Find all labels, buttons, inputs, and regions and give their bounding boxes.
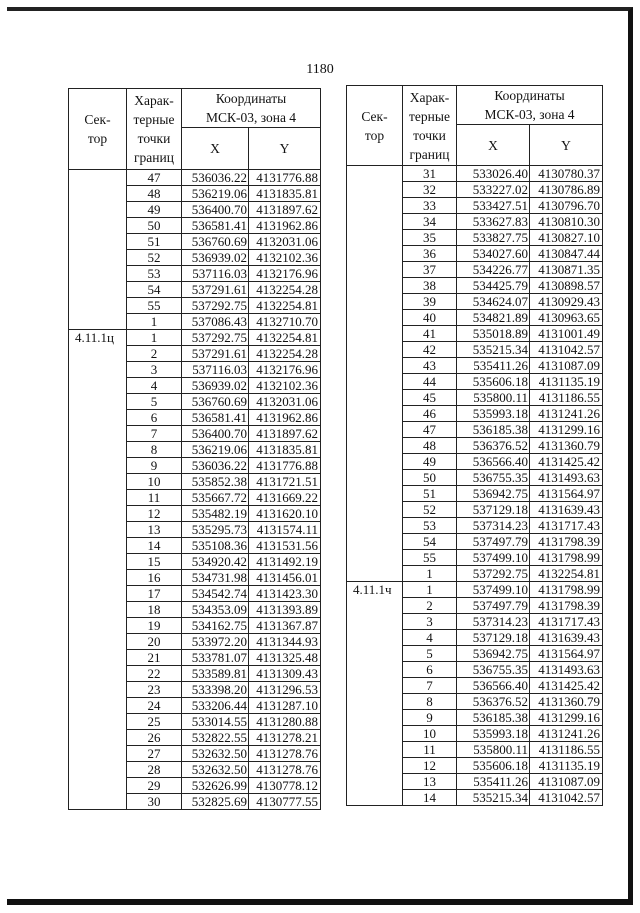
header-coordinates-label: Координаты МСК-03, зона 4 xyxy=(205,91,297,125)
y-cell: 4131360.79 xyxy=(530,694,603,710)
x-cell: 534542.74 xyxy=(182,586,249,602)
point-cell: 16 xyxy=(127,570,182,586)
x-cell: 536185.38 xyxy=(457,710,530,726)
y-cell: 4131493.63 xyxy=(530,470,603,486)
y-cell: 4131309.43 xyxy=(249,666,321,682)
table-row xyxy=(347,166,603,182)
point-cell: 18 xyxy=(127,602,182,618)
point-cell: 40 xyxy=(403,310,457,326)
y-cell: 4131639.43 xyxy=(530,630,603,646)
y-cell: 4131798.39 xyxy=(530,534,603,550)
point-cell: 35 xyxy=(403,230,457,246)
coordinates-table-right xyxy=(346,85,603,806)
x-cell: 536939.02 xyxy=(182,250,249,266)
point-cell: 1 xyxy=(127,330,182,346)
point-cell: 6 xyxy=(127,410,182,426)
x-cell: 535667.72 xyxy=(182,490,249,506)
x-cell: 534731.98 xyxy=(182,570,249,586)
x-cell: 535993.18 xyxy=(457,726,530,742)
x-cell: 536566.40 xyxy=(457,454,530,470)
header-x: X xyxy=(457,125,530,166)
x-cell: 537499.10 xyxy=(457,582,530,598)
x-cell: 535993.18 xyxy=(457,406,530,422)
point-cell: 4 xyxy=(403,630,457,646)
x-cell: 535482.19 xyxy=(182,506,249,522)
x-cell: 533972.20 xyxy=(182,634,249,650)
header-x: X xyxy=(182,128,249,170)
point-cell: 37 xyxy=(403,262,457,278)
y-cell: 4131564.97 xyxy=(530,646,603,662)
x-cell: 537129.18 xyxy=(457,630,530,646)
point-cell: 43 xyxy=(403,358,457,374)
x-cell: 535295.73 xyxy=(182,522,249,538)
x-cell: 534425.79 xyxy=(457,278,530,294)
point-cell: 26 xyxy=(127,730,182,746)
y-cell: 4132102.36 xyxy=(249,378,321,394)
point-cell: 1 xyxy=(403,566,457,582)
point-cell: 11 xyxy=(403,742,457,758)
x-cell: 532822.55 xyxy=(182,730,249,746)
point-cell: 12 xyxy=(403,758,457,774)
x-cell: 536760.69 xyxy=(182,234,249,250)
y-cell: 4131360.79 xyxy=(530,438,603,454)
point-cell: 54 xyxy=(127,282,182,298)
x-cell: 537292.75 xyxy=(182,330,249,346)
x-cell: 536566.40 xyxy=(457,678,530,694)
x-cell: 537291.61 xyxy=(182,346,249,362)
point-cell: 53 xyxy=(403,518,457,534)
y-cell: 4130898.57 xyxy=(530,278,603,294)
point-cell: 14 xyxy=(403,790,457,806)
table-row xyxy=(347,582,603,598)
y-cell: 4131798.99 xyxy=(530,582,603,598)
point-cell: 32 xyxy=(403,182,457,198)
x-cell: 533827.75 xyxy=(457,230,530,246)
sector-cell xyxy=(347,166,403,582)
y-cell: 4132710.70 xyxy=(249,314,321,330)
point-cell: 9 xyxy=(403,710,457,726)
x-cell: 533627.83 xyxy=(457,214,530,230)
point-cell: 52 xyxy=(127,250,182,266)
point-cell: 45 xyxy=(403,390,457,406)
point-cell: 49 xyxy=(403,454,457,470)
x-cell: 533781.07 xyxy=(182,650,249,666)
x-cell: 537129.18 xyxy=(457,502,530,518)
point-cell: 42 xyxy=(403,342,457,358)
point-cell: 13 xyxy=(127,522,182,538)
y-cell: 4131299.16 xyxy=(530,422,603,438)
y-cell: 4131425.42 xyxy=(530,678,603,694)
y-cell: 4131087.09 xyxy=(530,774,603,790)
point-cell: 8 xyxy=(403,694,457,710)
point-cell: 9 xyxy=(127,458,182,474)
y-cell: 4131835.81 xyxy=(249,442,321,458)
x-cell: 537499.10 xyxy=(457,550,530,566)
page-number: 1180 xyxy=(306,62,334,77)
y-cell: 4131798.99 xyxy=(530,550,603,566)
x-cell: 537314.23 xyxy=(457,518,530,534)
point-cell: 46 xyxy=(403,406,457,422)
y-cell: 4131776.88 xyxy=(249,170,321,186)
x-cell: 536581.41 xyxy=(182,410,249,426)
y-cell: 4131042.57 xyxy=(530,790,603,806)
x-cell: 536942.75 xyxy=(457,646,530,662)
table-row xyxy=(69,170,321,186)
x-cell: 535215.34 xyxy=(457,342,530,358)
x-cell: 534027.60 xyxy=(457,246,530,262)
x-cell: 535411.26 xyxy=(457,774,530,790)
header-coordinates-label: Координаты МСК-03, зона 4 xyxy=(484,88,575,122)
point-cell: 2 xyxy=(127,346,182,362)
x-cell: 536939.02 xyxy=(182,378,249,394)
point-cell: 51 xyxy=(127,234,182,250)
x-cell: 534821.89 xyxy=(457,310,530,326)
x-cell: 533227.02 xyxy=(457,182,530,198)
y-cell: 4131639.43 xyxy=(530,502,603,518)
x-cell: 537497.79 xyxy=(457,534,530,550)
y-cell: 4130777.55 xyxy=(249,794,321,810)
header-points-label: Харак- терные точки границ xyxy=(409,89,450,162)
x-cell: 534226.77 xyxy=(457,262,530,278)
x-cell: 535800.11 xyxy=(457,390,530,406)
point-cell: 24 xyxy=(127,698,182,714)
point-cell: 7 xyxy=(403,678,457,694)
y-cell: 4131241.26 xyxy=(530,406,603,422)
x-cell: 532626.99 xyxy=(182,778,249,794)
x-cell: 536942.75 xyxy=(457,486,530,502)
x-cell: 534162.75 xyxy=(182,618,249,634)
point-cell: 44 xyxy=(403,374,457,390)
y-cell: 4131897.62 xyxy=(249,426,321,442)
x-cell: 536400.70 xyxy=(182,426,249,442)
x-cell: 536760.69 xyxy=(182,394,249,410)
point-cell: 10 xyxy=(127,474,182,490)
y-cell: 4131425.42 xyxy=(530,454,603,470)
y-cell: 4131287.10 xyxy=(249,698,321,714)
header-sector xyxy=(69,89,127,170)
header-sector-label: Сек- тор xyxy=(84,112,111,146)
header-points xyxy=(403,86,457,166)
sector-cell: 4.11.1ц xyxy=(69,330,127,810)
header-sector-label: Сек- тор xyxy=(361,108,388,143)
point-cell: 47 xyxy=(403,422,457,438)
point-cell: 8 xyxy=(127,442,182,458)
point-cell: 13 xyxy=(403,774,457,790)
point-cell: 31 xyxy=(403,166,457,182)
point-cell: 51 xyxy=(403,486,457,502)
x-cell: 532632.50 xyxy=(182,762,249,778)
point-cell: 36 xyxy=(403,246,457,262)
y-cell: 4131278.21 xyxy=(249,730,321,746)
x-cell: 537497.79 xyxy=(457,598,530,614)
point-cell: 11 xyxy=(127,490,182,506)
y-cell: 4130847.44 xyxy=(530,246,603,262)
y-cell: 4131367.87 xyxy=(249,618,321,634)
point-cell: 12 xyxy=(127,506,182,522)
x-cell: 532632.50 xyxy=(182,746,249,762)
x-cell: 535800.11 xyxy=(457,742,530,758)
x-cell: 536755.35 xyxy=(457,470,530,486)
point-cell: 55 xyxy=(127,298,182,314)
x-cell: 532825.69 xyxy=(182,794,249,810)
y-cell: 4131299.16 xyxy=(530,710,603,726)
x-cell: 536036.22 xyxy=(182,170,249,186)
y-cell: 4131296.53 xyxy=(249,682,321,698)
y-cell: 4132254.81 xyxy=(530,566,603,582)
point-cell: 33 xyxy=(403,198,457,214)
y-cell: 4132176.96 xyxy=(249,362,321,378)
x-cell: 536400.70 xyxy=(182,202,249,218)
y-cell: 4131798.39 xyxy=(530,598,603,614)
x-cell: 533206.44 xyxy=(182,698,249,714)
x-cell: 536219.06 xyxy=(182,442,249,458)
coordinates-table-left xyxy=(68,88,321,810)
y-cell: 4131669.22 xyxy=(249,490,321,506)
x-cell: 537292.75 xyxy=(182,298,249,314)
y-cell: 4132254.81 xyxy=(249,330,321,346)
point-cell: 28 xyxy=(127,762,182,778)
x-cell: 536581.41 xyxy=(182,218,249,234)
point-cell: 52 xyxy=(403,502,457,518)
y-cell: 4130963.65 xyxy=(530,310,603,326)
header-y: Y xyxy=(530,125,603,166)
left-table-body xyxy=(69,170,321,810)
x-cell: 534920.42 xyxy=(182,554,249,570)
point-cell: 47 xyxy=(127,170,182,186)
y-cell: 4130810.30 xyxy=(530,214,603,230)
x-cell: 533589.81 xyxy=(182,666,249,682)
y-cell: 4131835.81 xyxy=(249,186,321,202)
point-cell: 7 xyxy=(127,426,182,442)
point-cell: 27 xyxy=(127,746,182,762)
y-cell: 4130929.43 xyxy=(530,294,603,310)
y-cell: 4131135.19 xyxy=(530,374,603,390)
point-cell: 21 xyxy=(127,650,182,666)
point-cell: 39 xyxy=(403,294,457,310)
y-cell: 4131717.43 xyxy=(530,518,603,534)
sector-cell xyxy=(69,170,127,330)
y-cell: 4131186.55 xyxy=(530,742,603,758)
y-cell: 4131186.55 xyxy=(530,390,603,406)
header-coordinates xyxy=(457,86,603,125)
y-cell: 4131574.11 xyxy=(249,522,321,538)
point-cell: 19 xyxy=(127,618,182,634)
x-cell: 536376.52 xyxy=(457,694,530,710)
y-cell: 4131423.30 xyxy=(249,586,321,602)
y-cell: 4130871.35 xyxy=(530,262,603,278)
point-cell: 2 xyxy=(403,598,457,614)
point-cell: 1 xyxy=(403,582,457,598)
y-cell: 4132254.28 xyxy=(249,346,321,362)
x-cell: 536755.35 xyxy=(457,662,530,678)
y-cell: 4131456.01 xyxy=(249,570,321,586)
point-cell: 53 xyxy=(127,266,182,282)
y-cell: 4132102.36 xyxy=(249,250,321,266)
y-cell: 4132031.06 xyxy=(249,234,321,250)
x-cell: 537291.61 xyxy=(182,282,249,298)
y-cell: 4130780.37 xyxy=(530,166,603,182)
y-cell: 4131776.88 xyxy=(249,458,321,474)
point-cell: 54 xyxy=(403,534,457,550)
point-cell: 38 xyxy=(403,278,457,294)
point-cell: 22 xyxy=(127,666,182,682)
page-margin xyxy=(0,0,7,913)
x-cell: 535108.36 xyxy=(182,538,249,554)
y-cell: 4131135.19 xyxy=(530,758,603,774)
y-cell: 4131620.10 xyxy=(249,506,321,522)
y-cell: 4131325.48 xyxy=(249,650,321,666)
x-cell: 536185.38 xyxy=(457,422,530,438)
x-cell: 533014.55 xyxy=(182,714,249,730)
y-cell: 4131001.49 xyxy=(530,326,603,342)
point-cell: 23 xyxy=(127,682,182,698)
y-cell: 4131280.88 xyxy=(249,714,321,730)
y-cell: 4131278.76 xyxy=(249,746,321,762)
header-points xyxy=(127,89,182,170)
x-cell: 537086.43 xyxy=(182,314,249,330)
y-cell: 4131087.09 xyxy=(530,358,603,374)
point-cell: 29 xyxy=(127,778,182,794)
point-cell: 49 xyxy=(127,202,182,218)
x-cell: 537292.75 xyxy=(457,566,530,582)
header-sector xyxy=(347,86,403,166)
x-cell: 536376.52 xyxy=(457,438,530,454)
y-cell: 4131721.51 xyxy=(249,474,321,490)
y-cell: 4131492.19 xyxy=(249,554,321,570)
x-cell: 537116.03 xyxy=(182,266,249,282)
x-cell: 536036.22 xyxy=(182,458,249,474)
point-cell: 50 xyxy=(403,470,457,486)
point-cell: 48 xyxy=(127,186,182,202)
x-cell: 535606.18 xyxy=(457,374,530,390)
point-cell: 55 xyxy=(403,550,457,566)
point-cell: 17 xyxy=(127,586,182,602)
header-points-label: Харак- терные точки границ xyxy=(133,93,175,165)
y-cell: 4131042.57 xyxy=(530,342,603,358)
y-cell: 4132254.28 xyxy=(249,282,321,298)
point-cell: 48 xyxy=(403,438,457,454)
x-cell: 537116.03 xyxy=(182,362,249,378)
point-cell: 5 xyxy=(127,394,182,410)
x-cell: 535411.26 xyxy=(457,358,530,374)
y-cell: 4131241.26 xyxy=(530,726,603,742)
x-cell: 533398.20 xyxy=(182,682,249,698)
y-cell: 4132176.96 xyxy=(249,266,321,282)
point-cell: 1 xyxy=(127,314,182,330)
point-cell: 3 xyxy=(127,362,182,378)
y-cell: 4130827.10 xyxy=(530,230,603,246)
point-cell: 30 xyxy=(127,794,182,810)
y-cell: 4132031.06 xyxy=(249,394,321,410)
header-coordinates xyxy=(182,89,321,128)
y-cell: 4131962.86 xyxy=(249,410,321,426)
y-cell: 4131897.62 xyxy=(249,202,321,218)
point-cell: 6 xyxy=(403,662,457,678)
x-cell: 535852.38 xyxy=(182,474,249,490)
x-cell: 535606.18 xyxy=(457,758,530,774)
header-y: Y xyxy=(249,128,321,170)
point-cell: 14 xyxy=(127,538,182,554)
y-cell: 4131962.86 xyxy=(249,218,321,234)
y-cell: 4131393.89 xyxy=(249,602,321,618)
x-cell: 536219.06 xyxy=(182,186,249,202)
x-cell: 533026.40 xyxy=(457,166,530,182)
x-cell: 534624.07 xyxy=(457,294,530,310)
point-cell: 50 xyxy=(127,218,182,234)
x-cell: 533427.51 xyxy=(457,198,530,214)
point-cell: 10 xyxy=(403,726,457,742)
y-cell: 4131493.63 xyxy=(530,662,603,678)
point-cell: 41 xyxy=(403,326,457,342)
y-cell: 4132254.81 xyxy=(249,298,321,314)
y-cell: 4130786.89 xyxy=(530,182,603,198)
point-cell: 20 xyxy=(127,634,182,650)
point-cell: 15 xyxy=(127,554,182,570)
y-cell: 4131564.97 xyxy=(530,486,603,502)
sector-cell: 4.11.1ч xyxy=(347,582,403,806)
x-cell: 535215.34 xyxy=(457,790,530,806)
point-cell: 25 xyxy=(127,714,182,730)
right-table-body xyxy=(347,166,603,806)
x-cell: 537314.23 xyxy=(457,614,530,630)
x-cell: 534353.09 xyxy=(182,602,249,618)
point-cell: 3 xyxy=(403,614,457,630)
x-cell: 535018.89 xyxy=(457,326,530,342)
y-cell: 4131344.93 xyxy=(249,634,321,650)
point-cell: 5 xyxy=(403,646,457,662)
point-cell: 34 xyxy=(403,214,457,230)
y-cell: 4131278.76 xyxy=(249,762,321,778)
table-row xyxy=(69,330,321,346)
point-cell: 4 xyxy=(127,378,182,394)
y-cell: 4130796.70 xyxy=(530,198,603,214)
y-cell: 4130778.12 xyxy=(249,778,321,794)
y-cell: 4131717.43 xyxy=(530,614,603,630)
y-cell: 4131531.56 xyxy=(249,538,321,554)
